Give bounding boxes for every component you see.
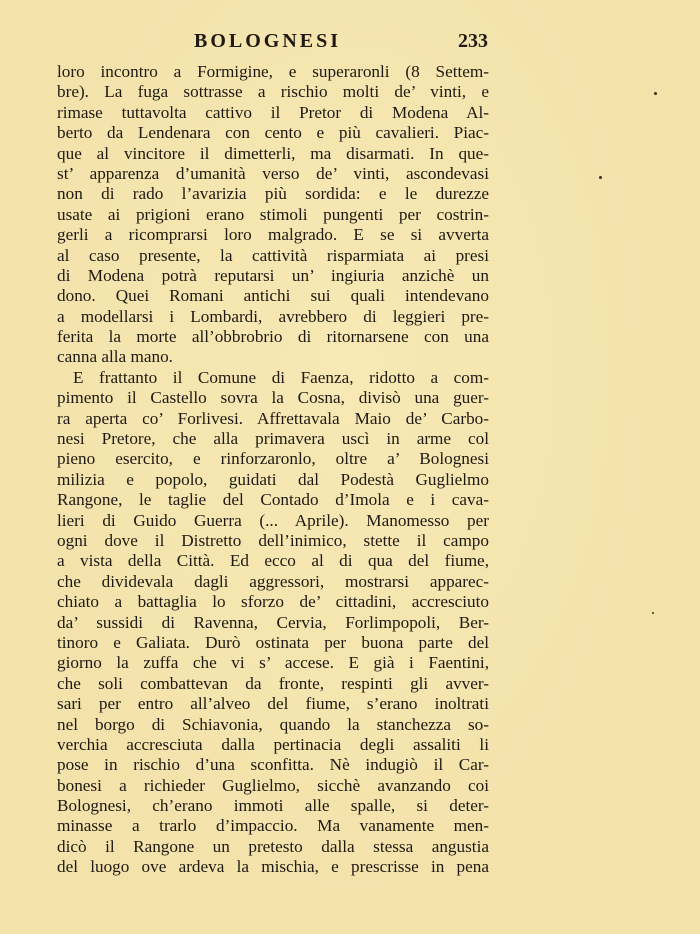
text-line: tinoro e Galiata. Durò ostinata per buona parte del xyxy=(57,632,489,652)
text-line: bonesi a richieder Guglielmo, sicchè avanzando coi xyxy=(57,775,489,795)
paragraph-first-line: E frattanto il Comune di Faenza, ridotto a com- xyxy=(73,367,489,387)
text-line: da’ sussidi di Ravenna, Cervia, Forlimpopoli, Ber- xyxy=(57,612,489,632)
text-line: giorno la zuffa che vi s’ accese. E già i Faentini, xyxy=(57,653,489,673)
text-line: st’ apparenza d’umanità verso de’ vinti, ascondevasi xyxy=(57,163,489,183)
paper-speck xyxy=(654,92,657,95)
paper-speck xyxy=(652,612,654,614)
text-line: ra aperta co’ Forlivesi. Affrettavala Maio de’ Carbo- xyxy=(57,408,489,428)
text-line: pose in rischio d’una sconfitta. Nè indugiò il Car- xyxy=(57,755,489,775)
text-line: dicò il Rangone un pretesto dalla stessa angustia xyxy=(57,836,489,856)
body-text xyxy=(57,62,489,878)
paragraph-last-line: canna alla mano. xyxy=(57,347,173,367)
text-line: rimase tuttavolta cattivo il Pretor di Modena Al- xyxy=(57,102,489,122)
text-line: usate ai prigioni erano stimoli pungenti per costrin- xyxy=(57,204,489,224)
page-header xyxy=(56,30,488,60)
text-line: gerli a ricomprarsi loro malgrado. E se si avverta xyxy=(57,225,489,245)
text-line: del luogo ove ardeva la mischia, e prescrisse in pena xyxy=(57,857,489,877)
text-line: che soli combattevan da fronte, respinti gli avver- xyxy=(57,673,489,693)
text-line: nel borgo di Schiavonia, quando la stanchezza so- xyxy=(57,714,489,734)
text-line: pieno esercito, e rinforzaronlo, oltre a’ Bolognesi xyxy=(57,449,489,469)
text-line: chiato a battaglia lo sforzo de’ cittadini, accresciuto xyxy=(57,592,489,612)
running-title: BOLOGNESI xyxy=(194,30,342,52)
text-line: che dividevala dagli aggressori, mostrarsi apparec- xyxy=(57,571,489,591)
text-line: a vista della Città. Ed ecco al di qua del fiume, xyxy=(57,551,489,571)
text-line: Bolognesi, ch’erano immoti alle spalle, si deter- xyxy=(57,796,489,816)
text-line: non di rado l’avarizia più sordida: e le durezze xyxy=(57,184,489,204)
paper-speck xyxy=(599,176,602,179)
text-line: sari per entro all’alveo del fiume, s’erano inoltrati xyxy=(57,694,489,714)
text-line: ferita la morte all’obbrobrio di ritornarsene con una xyxy=(57,327,489,347)
text-line: que al vincitore il dimetterli, ma disarmati. In que- xyxy=(57,143,489,163)
text-line: al caso presente, la cattività risparmiata ai presi xyxy=(57,245,489,265)
text-line: Rangone, le taglie del Contado d’Imola e i cava- xyxy=(57,490,489,510)
text-line: lieri di Guido Guerra (... Aprile). Manomesso per xyxy=(57,510,489,530)
text-line: berto da Lendenara con cento e più cavalieri. Piac- xyxy=(57,123,489,143)
text-line: nesi Pretore, che alla primavera uscì in arme col xyxy=(57,429,489,449)
text-line: bre). La fuga sottrasse a rischio molti de’ vinti, e xyxy=(57,82,489,102)
text-line: verchia accresciuta dalla pertinacia degli assaliti li xyxy=(57,734,489,754)
text-line: minasse a trarlo d’impaccio. Ma vanamente men- xyxy=(57,816,489,836)
text-line: a modellarsi i Lombardi, avrebbero di leggieri pre- xyxy=(57,306,489,326)
text-line: di Modena potrà reputarsi un’ ingiuria anzichè un xyxy=(57,265,489,285)
text-line: milizia e popolo, guidati dal Podestà Guglielmo xyxy=(57,469,489,489)
text-line: dono. Quei Romani antichi sui quali intendevano xyxy=(57,286,489,306)
text-line: pimento il Castello sovra la Cosna, divisò una guer- xyxy=(57,388,489,408)
page-number: 233 xyxy=(458,30,488,52)
text-line: ogni dove il Distretto dell’inimico, stette il campo xyxy=(57,530,489,550)
text-line: loro incontro a Formigine, e superaronli (8 Settem- xyxy=(57,62,489,81)
